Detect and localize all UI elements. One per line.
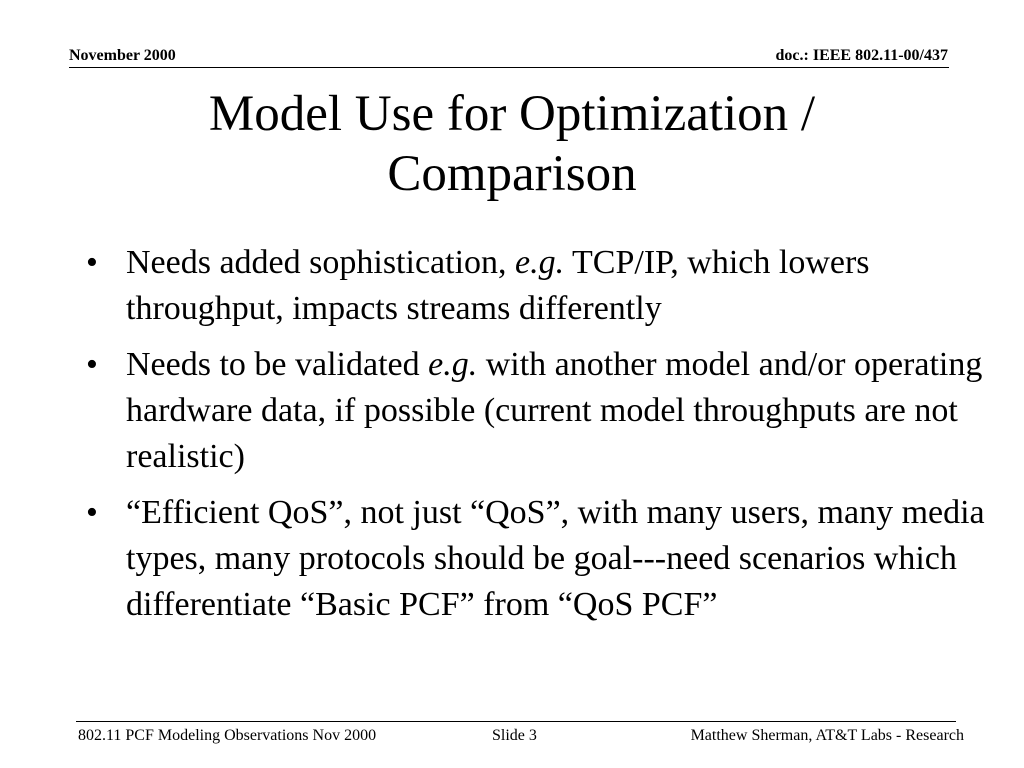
footer-title: 802.11 PCF Modeling Observations Nov 2000 (78, 727, 377, 744)
footer-slide-number: Slide 3 (492, 727, 537, 744)
slide-title-line2: Comparison (387, 146, 637, 202)
bullet-marker: • (86, 494, 98, 531)
bullet-marker: • (86, 346, 98, 383)
bullet-italic: e.g. (515, 244, 565, 281)
header-divider (69, 67, 949, 68)
bullet-text: Needs added sophistication, (126, 244, 516, 281)
bullet-text: Needs to be validated (126, 346, 429, 383)
bullet-text: TCP/IP, which lowers throughput, impacts streams differently (126, 244, 870, 327)
bullet-italic: e.g. (428, 346, 478, 383)
bullet-list (86, 240, 986, 638)
footer-author: Matthew Sherman, AT&T Labs - Research (690, 727, 964, 744)
slide-title (70, 84, 954, 204)
slide-title-line1: Model Use for Optimization / (208, 86, 816, 142)
header-date: November 2000 (69, 47, 176, 64)
bullet-text: with another model and/or operating hardware data, if possible (current model throughputs are not realistic) (126, 346, 983, 475)
bullet-text: “Efficient QoS”, not just “QoS”, with many users, many media types, many protocols should be goal---need scenarios which differentiate “Basic PCF” from “QoS PCF” (126, 494, 985, 623)
bullet-marker: • (86, 244, 98, 281)
bullet-item (86, 342, 986, 480)
header-doc-id: doc.: IEEE 802.11-00/437 (775, 47, 948, 64)
bullet-item (86, 490, 986, 628)
footer-divider (76, 721, 956, 722)
bullet-item (86, 240, 986, 332)
